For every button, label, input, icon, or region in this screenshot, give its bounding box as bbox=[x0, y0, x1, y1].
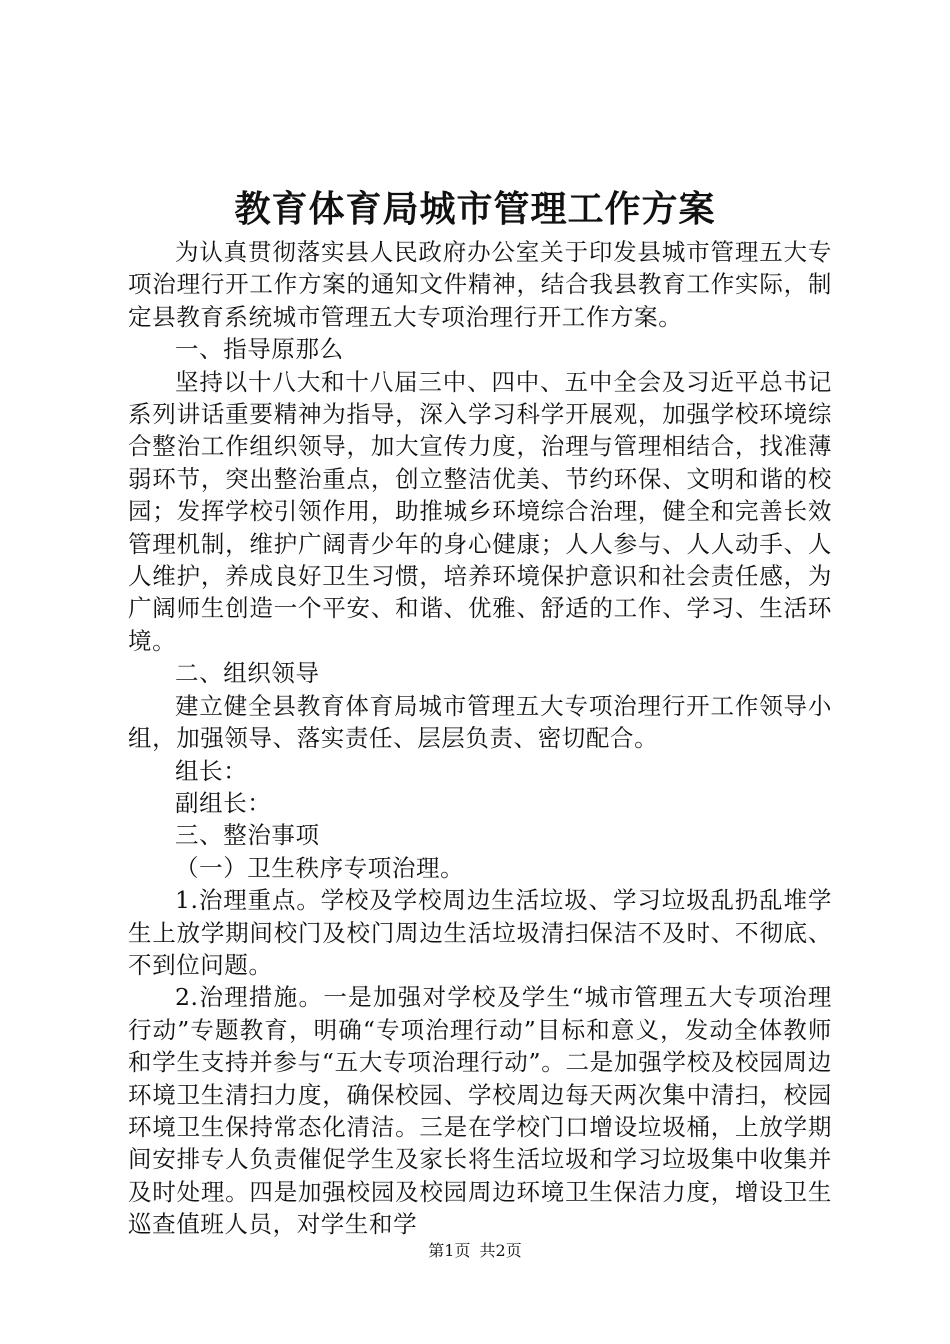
document-title: 教育体育局城市管理工作方案 bbox=[234, 188, 716, 230]
page-footer bbox=[0, 1240, 950, 1262]
heading-organization: 二、组织领导 bbox=[175, 659, 320, 688]
paragraph-treatment-measures: 2.治理措施。一是加强对学校及学生“城市管理五大专项治理行动”专题教育，明确“专项治理行动”目标和意义，发动全体教师和学生支持并参与“五大专项治理行动”。二是加强学校及校园周边环境卫生清扫力度，确保校园、学校周边每天两次集中清扫，校园环境卫生保持常态化清洁。三是在学校门口增设垃圾桶，上放学期间安排专人负责催促学生及家长将生活垃圾和学习垃圾集中收集并及时处理。四是加强校园及校园周边环境卫生保洁力度，增设卫生巡查值班人员，对学生和学 bbox=[128, 983, 832, 1239]
page-number-current: 第1页 bbox=[428, 1241, 471, 1260]
paragraph-intro: 为认真贯彻落实县人民政府办公室关于印发县城市管理五大专项治理行开工作方案的通知文件精神，结合我县教育工作实际，制定县教育系统城市管理五大专项治理行开工作方案。 bbox=[128, 238, 832, 331]
subheading-sanitation: （一）卫生秩序专项治理。 bbox=[175, 853, 465, 882]
paragraph-guiding-principle: 坚持以十八大和十八届三中、四中、五中全会及习近平总书记系列讲话重要精神为指导，深入学习科学开展观，加强学校环境综合整治工作组织领导，加大宣传力度，治理与管理相结合，找准薄弱环节，突出整治重点，创立整洁优美、节约环保、文明和谐的校园；发挥学校引领作用，助推城乡环境综合治理，健全和完善长效管理机制，维护广阔青少年的身心健康；人人参与、人人动手、人人维护，养成良好卫生习惯，培养环境保护意识和社会责任感，为广阔师生创造一个平安、和谐、优雅、舒适的工作、学习、生活环境。 bbox=[128, 367, 832, 655]
page-number-total: 共2页 bbox=[479, 1241, 522, 1260]
document-body bbox=[128, 236, 832, 1241]
group-leader-line: 组长： bbox=[175, 756, 248, 785]
deputy-group-leader-line: 副组长： bbox=[175, 788, 272, 817]
paragraph-treatment-focus: 1.治理重点。学校及学校周边生活垃圾、学习垃圾乱扔乱堆学生上放学期间校门及校门周边生活垃圾清扫保洁不及时、不彻底、不到位问题。 bbox=[128, 886, 832, 979]
heading-guiding-principle: 一、指导原那么 bbox=[175, 335, 344, 364]
heading-rectification-items: 三、整治事项 bbox=[175, 821, 320, 850]
paragraph-organization: 建立健全县教育体育局城市管理五大专项治理行开工作领导小组，加强领导、落实责任、层层负责、密切配合。 bbox=[128, 691, 832, 753]
